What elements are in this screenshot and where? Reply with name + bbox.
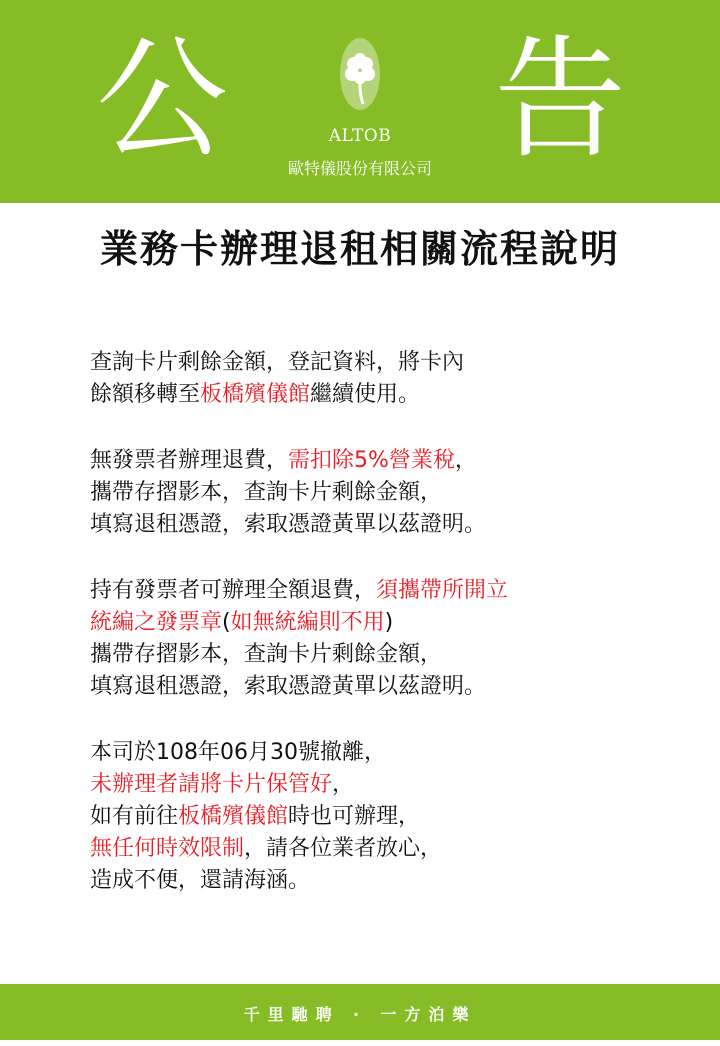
body-text: 攜帶存摺影本，查詢卡片剩餘金額， (90, 642, 443, 667)
body-text: ，請各位業者放心， (244, 836, 443, 861)
footer-band (0, 984, 720, 1040)
body-text: 本司於108年06月30號撤離， (90, 740, 386, 765)
highlight-text: 須攜帶所開立 (376, 578, 509, 603)
notice-line (90, 509, 680, 541)
body-text: 查詢卡片剩餘金額，登記資料，將卡內 (90, 350, 465, 375)
notice-line (90, 671, 680, 703)
notice-paragraph (90, 575, 680, 703)
body-text: 填寫退租憑證，索取憑證黃單以茲證明。 (90, 674, 487, 699)
notice-line (90, 607, 680, 639)
notice-line (90, 379, 680, 411)
clover-icon (330, 34, 390, 118)
body-text: 持有發票者可辦理全額退費， (90, 578, 377, 603)
notice-line (90, 575, 680, 607)
notice-line (90, 445, 680, 477)
highlight-text: 板橋殯儀館 (200, 382, 311, 407)
notice-paragraph (90, 347, 680, 411)
body-text: 造成不便，還請海涵。 (90, 868, 311, 893)
notice-line (90, 477, 680, 509)
announcement-char-right: 告 (494, 23, 626, 177)
highlight-text: 無任何時效限制 (90, 836, 245, 861)
body-text: 繼續使用。 (310, 382, 421, 407)
announcement-char-left: 公 (96, 23, 228, 177)
body-text: ( (222, 610, 231, 635)
highlight-text: 需扣除5%營業稅 (288, 448, 455, 473)
body-text: 無發票者辦理退費， (90, 448, 289, 473)
highlight-text: 未辦理者請將卡片保管好 (90, 772, 333, 797)
logo-brand-name: ALTOB (328, 126, 392, 146)
notice-line (90, 769, 680, 801)
page-title: 業務卡辦理退租相關流程說明 (99, 227, 620, 271)
notice-line (90, 801, 680, 833)
notice-line (90, 347, 680, 379)
body-text: 餘額移轉至 (90, 382, 201, 407)
body-text: 時也可辦理， (288, 804, 421, 829)
body-text: ， (454, 448, 477, 473)
highlight-text: 統編之發票章 (90, 610, 223, 635)
highlight-text: 如無統編則不用 (230, 610, 385, 635)
highlight-text: 板橋殯儀館 (178, 804, 289, 829)
notice-paragraph (90, 445, 680, 541)
notice-body (90, 347, 680, 931)
body-text: ， (332, 772, 355, 797)
body-text: ) (384, 610, 394, 635)
logo-company-name: 歐特儀股份有限公司 (287, 159, 432, 178)
notice-line (90, 639, 680, 671)
company-logo (280, 34, 440, 194)
body-text: 如有前往 (90, 804, 179, 829)
header-band (0, 0, 720, 203)
notice-line (90, 833, 680, 865)
notice-paragraph (90, 737, 680, 897)
notice-line (90, 737, 680, 769)
footer-slogan: 千里馳聘 ‧ 一方泊樂 (243, 1005, 477, 1024)
body-text: 填寫退租憑證，索取憑證黃單以茲證明。 (90, 512, 487, 537)
notice-line (90, 865, 680, 897)
body-text: 攜帶存摺影本，查詢卡片剩餘金額， (90, 480, 443, 505)
